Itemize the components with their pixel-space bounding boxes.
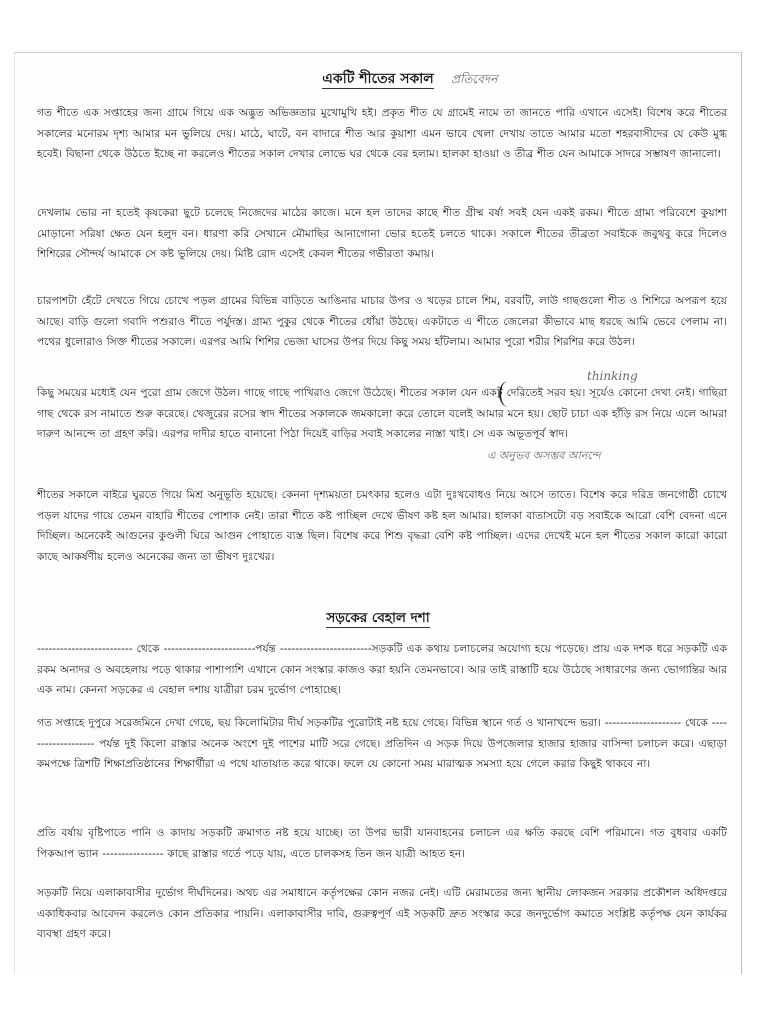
essay2-paragraph-2: গত সপ্তাহে দুপুরে সরেজমিনে দেখা গেছে, ছয় কিলোমিটার দীর্ঘ সড়কটির পুরোটাই নষ্ট হয়ে গেছে। বিভিন্ন স্থানে গর্ত ও খানাখন্দে ভরা। -------------------- থেকে ------------------- পর্যন্ত দুই কিলো রাস্তার অনেক অংশে দুই পাশের মাটি সরে গেছে। প্রতিদিন এ সড়ক দিয়ে উপজেলার হাজার হাজার বাসিন্দা চলাচল করে। এছাড়া কমপক্ষে ত্রিশটি শিক্ষাপ্রতিষ্ঠানের শিক্ষার্থীরা এ পথে যাতায়াত করে থাকে। ফলে যে কোনো সময় মারাত্মক সমস্যা হয়ে গেলে করার কিছুই থাকবে না। [37, 717, 727, 770]
essay1-paragraph-1: গত শীতে এক সপ্তাহের জন্য গ্রামে গিয়ে এক অদ্ভুত অভিজ্ঞতার মুখোমুখি হই। প্রকৃত শীত যে গ্রামেই নামে তা জানতে পারি এখানে এসেই। বিশেষ করে শীতের সকালের মনোরম দৃশ্য আমার মন ভুলিয়ে দেয়। মাঠে, ঘাটে, বন বাদারে শীত আর কুয়াশা এমন ভাবে খেলা দেখায় তাতে আমার মতো শহরবাসীদের যে কেউ মুগ্ধ হবেই। বিছানা থেকে উঠতে ইচ্ছে না করলেও শীতের সকাল দেখার লোভে ঘর থেকে বের হলাম। হালকা হাওয়া ও তীব্র শীত যেন আমাকে সাদরে সম্ভাষণ জানালো। [37, 107, 727, 160]
essay1-paragraph-5: শীতের সকালে বাইরে ঘুরতে গিয়ে মিশ্র অনুভূতি হয়েছে। কেননা দৃশ্যময়তা চমৎকার হলেও এটা দুঃখবোধও নিয়ে আসে তাতে। বিশেষ করে দরিদ্র জনগোষ্ঠী চোখে পড়ল যাদের গায়ে তেমন বাহারি শীতের পোশাক নেই। তারা শীতে কষ্ট পাচ্ছিল দেখে ভীষণ কষ্ট হল আমার। হালকা বাতাসটো বড় সবাইকে আরো বেশি বেদনা এনে দিচ্ছিল। অনেকেই আগুনের কুণ্ডলী ঘিরে আগুন পোহাতে ব্যস্ত ছিল। বিশেষ করে শিশু বৃদ্ধরা বেশি কষ্ট পাচ্ছিল। এদের দেখেই মনে হল শীতের সকাল কারো কারো কাছে আকর্ষণীয় হলেও অনেকের জন্য তা ভীষণ দুঃখের। [37, 489, 727, 563]
essay1-title [15, 67, 741, 91]
handwritten-title-note: প্রতিবেদন [451, 72, 498, 86]
essay2-title [15, 607, 741, 630]
essay1-paragraph-4: কিছু সময়ের মধ্যেই যেন পুরো গ্রাম জেগে উঠল। গাছে গাছে পাখিরাও জেগে উঠেছে। শীতের সকাল যেন একটু দেরিতেই সরব হয়। সূর্যেও কোনো দেখা নেই। গাছিরা গাছ থেকে রস নামাতে শুরু করেছে। খেজুরের রসের স্বাদ শীতের সকালকে জমকালো করে তোলে বলেই আমার মনে হয়। ছোট চাচা এক হাঁড়ি রস নিয়ে এলে আমরা দারুণ আনন্দে তা গ্রহণ করি। এরপর দাদীর হাতে বানানো পিঠা দিয়েই বাড়ির সবাই সকালের নাস্তা খাই। সে এক অভূতপূর্ব স্বাদ। [37, 387, 727, 440]
essay2-paragraph-1: ------------------------- থেকে ------------------------পর্যন্ত ------------------------সড়কটি এক কথায় চলাচলের অযোগ্য হয়ে পড়েছে। প্রায় এক দশক ধরে সড়কটি এক রকম অনাদর ও অবহেলায় পড়ে থাকার পাশাপাশি এখানে কোন সংস্কার কাজও করা হয়নি তেমনভাবে। আর তাই রাস্তাটি হয়ে উঠেছে সাধারণের জন্য ভোগান্তির আর এক নাম। কেননা সড়কের এ বেহাল দশায় যাত্রীরা চরম দুর্ভোগ পোহাচ্ছে। [37, 643, 727, 696]
essay2-paragraph-3: প্রতি বর্ষায় বৃষ্টিপাতে পানি ও কাদায় সড়কটি ক্রমাগত নষ্ট হয়ে যাচ্ছে। তা উপর ভারী যানবাহনের চলাচল এর ক্ষতি করছে বেশি পরিমানে। গত বুধবার একটি পিকআপ ভ্যান ---------------- কাছে রাস্তার গর্তে পড়ে যায়, এতে চালকসহ তিন জন যাত্রী আহত হন। [37, 827, 727, 860]
handwritten-note-taste: এ অনুভব অসম্ভব আনন্দে [487, 449, 601, 462]
essay1-title-text: একটি শীতের সকাল [322, 71, 434, 87]
document-page [14, 52, 742, 974]
essay2-title-text: সড়কের বেহাল দশা [326, 610, 430, 626]
essay2-paragraph-4: সড়কটি নিয়ে এলাকাবাসীর দুর্ভোগ দীর্ঘদিনের। অথচ এর সমাধানে কর্তৃপক্ষের কোন নজর নেই। এটি মেরামতের জন্য স্থানীয় লোকজন সরকার প্রকৌশল অধিদপ্তরে একাধিকবার আবেদন করলেও কোন প্রতিকার পায়নি। এলাকাবাসীর দাবি, গুরুত্বপূর্ণ এই সড়কটি দ্রুত সংস্কার করে জনদুর্ভোগ কমাতে সংশ্লিষ্ট কর্তৃপক্ষ যেন কার্যকর ব্যবস্থা গ্রহণ করে। [37, 887, 727, 940]
handwritten-note-thinking: thinking [587, 369, 638, 383]
essay1-paragraph-2: দেখলাম ভোর না হতেই কৃষকেরা ছুটে চলেছে নিজেদের মাঠের কাজে। মনে হল তাদের কাছে শীত গ্রীষ্ম বর্ষা সবই যেন একই রকম। শীতে গ্রাম্য পরিবেশে কুয়াশা মোড়ানো সরিষা ক্ষেত যেন হলুদ বন। ধারণা করি সেখানে মৌমাছির আনাগোনা ভোর হতেই চলতে থাকে। সকালে শীতের তীব্রতা সবাইকে জবুথবু করে দিলেও শিশিরের সৌন্দর্য আমাকে সে কষ্ট ভুলিয়ে দেয়। মিষ্টি রোদ এসেই কেবল শীতের গভীরতা কমায়। [37, 207, 727, 260]
essay1-paragraph-3: চারপাশটা হেঁটে দেখতে গিয়ে চোখে পড়ল গ্রামের বিভিন্ন বাড়িতে আঙিনার মাচার উপর ও খড়ের চালে শিম, বরবটি, লাউ গাছগুলো শীত ও শিশিরে অপরূপ হয়ে আছে। বাড়ি গুলো গবাদি পশুরাও শীতে পর্যুদস্ত। গ্রাম্য পুকুর থেকে শীতের ধোঁয়া উঠছে। একটাতে এ শীতে জেলেরা কীভাবে মাছ ধরছে আমি ভেবে পেলাম না। পথের ধুলোরাও সিক্ত শীতের সকালে। এরপর আমি শিশির ভেজা ঘাসের উপর দিয়ে কিছু সময় হাঁটলাম। আমার পুরো শরীর শিরশির করে উঠল। [37, 295, 727, 348]
